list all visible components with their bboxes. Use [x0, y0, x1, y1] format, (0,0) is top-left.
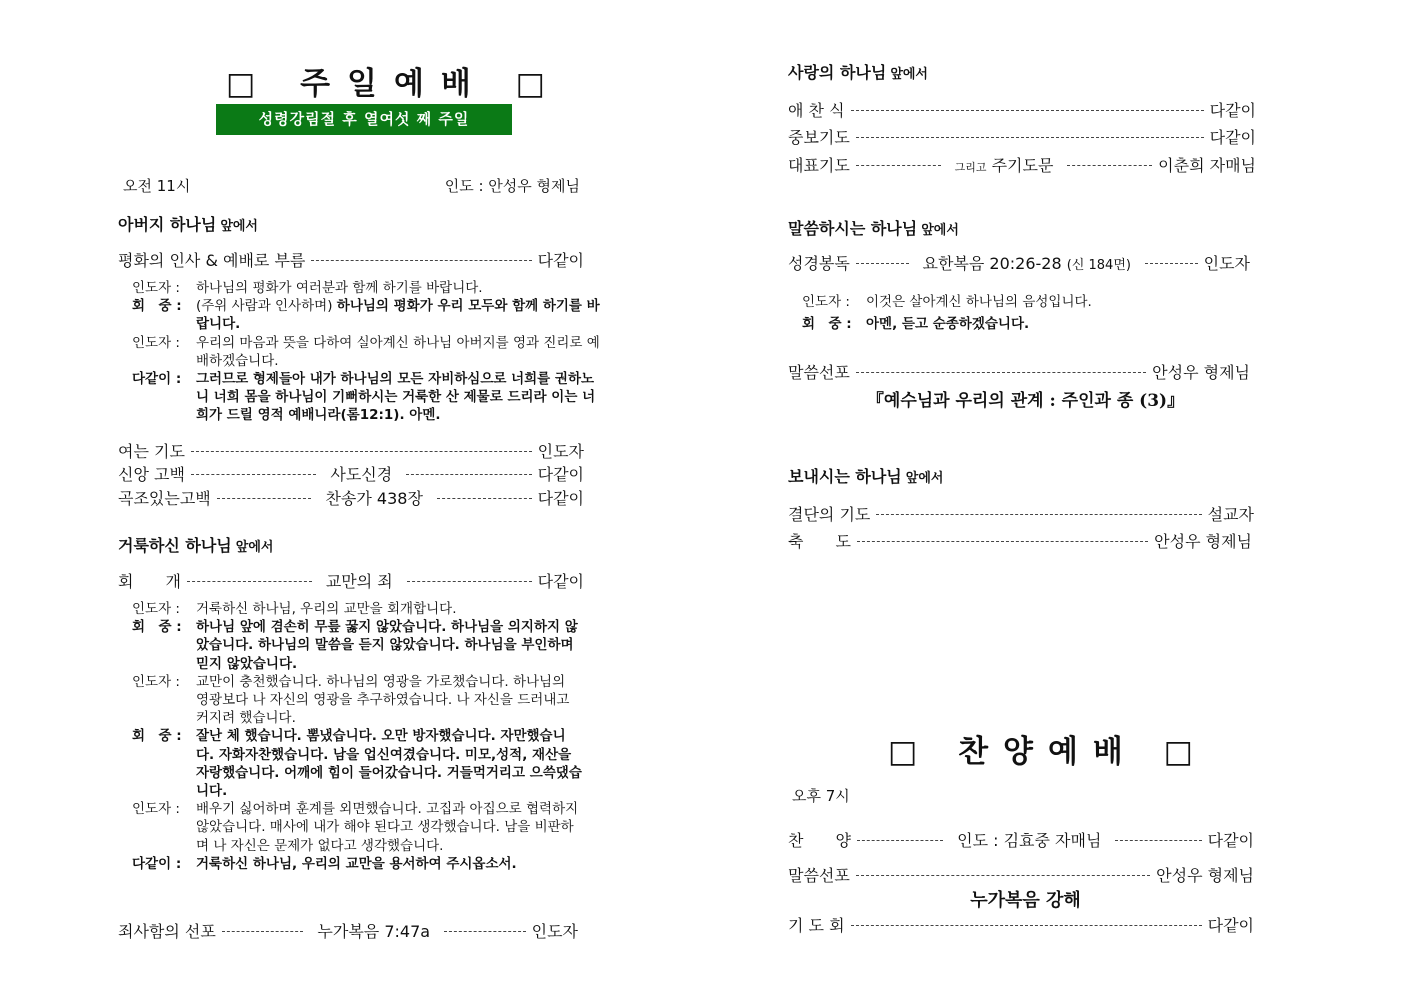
leader-dashes	[1145, 263, 1198, 264]
section-title: 아버지 하나님	[118, 215, 217, 234]
leader-dashes	[222, 931, 304, 932]
speaker: 인도자 :	[132, 801, 180, 818]
sermon-title: 『예수님과 우리의 관계 : 주인과 종 (3)』	[866, 391, 1185, 411]
order-who: 다같이	[537, 571, 584, 591]
leader-dashes	[311, 260, 531, 261]
reading-text: 거룩하신 하나님, 우리의 교만을 회개합니다.	[196, 601, 457, 617]
leader-dashes	[857, 541, 1148, 542]
leader-dashes	[1067, 165, 1152, 166]
reading-row	[132, 618, 582, 673]
order-absolution	[118, 919, 578, 941]
leader-dashes	[191, 474, 316, 475]
order-intercession	[788, 125, 1256, 147]
speaker: 다같이 :	[132, 855, 182, 872]
order-detail: 요한복음 20:26-28	[922, 253, 1062, 273]
speaker: 회 중 :	[132, 728, 182, 745]
leader-dashes	[1115, 840, 1201, 841]
leader-dashes	[856, 137, 1204, 138]
order-detail-small: 그리고	[954, 160, 987, 174]
order-prayer-meeting	[788, 913, 1254, 935]
order-who: 다같이	[537, 250, 584, 270]
reading-row	[802, 315, 1202, 333]
speaker: 인도자 :	[802, 294, 850, 310]
reading-row	[132, 279, 602, 297]
order-detail: 누가복음 7:47a	[317, 921, 431, 941]
leader-dashes	[856, 165, 941, 166]
section-title: 거룩하신 하나님	[118, 536, 232, 555]
section-suffix: 앞에서	[890, 67, 928, 82]
order-scripture-reading	[788, 251, 1250, 273]
order-who: 인도자	[537, 441, 584, 461]
reading-row	[132, 855, 582, 873]
speaker: 회 중 :	[132, 298, 182, 315]
leader-dashes	[444, 931, 526, 932]
leader-dashes	[406, 474, 531, 475]
order-label: 기 도 회	[788, 915, 845, 935]
service-leader: 인도 : 안성우 형제님	[444, 177, 580, 195]
section-suffix: 앞에서	[235, 540, 274, 555]
section-heading-sending	[788, 464, 943, 487]
order-praise	[788, 828, 1254, 850]
order-representative-prayer	[788, 153, 1256, 175]
order-fellowship	[788, 98, 1256, 120]
order-who: 안성우 형제님	[1152, 362, 1250, 382]
leader-dashes	[856, 372, 1146, 373]
order-repentance	[118, 569, 584, 591]
reading-text: 교만이 충천했습니다. 하나님의 영광을 가로챘습니다. 하나님의 영광보다 나 자신의 영광을 추구하였습니다. 나 자신을 드러내고 커지려 했습니다.	[196, 673, 570, 727]
reading-text: 하나님의 평화가 여러분과 함께 하기를 바랍니다.	[196, 280, 483, 296]
section-suffix: 앞에서	[905, 471, 944, 486]
order-detail: 주기도문	[991, 155, 1054, 175]
reading-text: 거룩하신 하나님, 우리의 교만을 용서하여 주시옵소서.	[196, 855, 517, 872]
order-label: 결단의 기도	[788, 504, 871, 524]
reading-row	[132, 334, 602, 370]
speaker: 회 중 :	[132, 619, 182, 636]
order-detail: 찬송가 438장	[325, 488, 423, 508]
order-label: 성경봉독	[788, 253, 850, 273]
order-label: 곡조있는고백	[118, 488, 211, 508]
right-column	[788, 0, 1263, 992]
order-who: 인도자	[531, 921, 579, 941]
leader-dashes	[407, 581, 532, 582]
speaker: 인도자 :	[132, 601, 180, 617]
order-label: 평화의 인사 & 예배로 부름	[118, 250, 306, 270]
praise-service-title: □ 찬양예배 □	[888, 734, 1208, 770]
responsive-reading-2	[132, 600, 582, 873]
reading-text: 배우기 싫어하며 훈계를 외면했습니다. 고집과 아집으로 협력하지 않았습니다. 매사에 내가 해야 된다고 생각했습니다. 남을 비판하며 나 자신은 문제가 없다고 생각했습니다.	[196, 801, 579, 854]
reading-text: 잘난 체 했습니다. 뽐냈습니다. 오만 방자했습니다. 자만했습니다. 자화자찬했습니다. 남을 업신여겼습니다. 미모,성적, 재산을 자랑했습니다. 어깨에 힘이 들어갔습니다. 거들먹거리고 으쓱댔습니다.	[196, 728, 582, 800]
order-who: 이춘희 자매님	[1158, 155, 1256, 175]
order-label: 회 개	[118, 571, 181, 591]
order-label: 축 도	[788, 531, 851, 551]
order-who: 다같이	[1209, 127, 1256, 147]
reading-row	[132, 370, 602, 425]
leader-dashes	[851, 925, 1202, 926]
order-who: 다같이	[537, 464, 584, 484]
order-who: 인도자	[1203, 253, 1251, 273]
section-suffix: 앞에서	[220, 219, 258, 234]
page-title: □ 주일예배 □	[226, 66, 562, 102]
section-heading-speaking	[788, 216, 959, 239]
responsive-reading-3	[802, 293, 1202, 333]
service-time: 오전 11시	[123, 177, 191, 195]
order-label: 말씀선포	[788, 865, 850, 885]
order-label: 죄사함의 선포	[118, 921, 216, 941]
reading-text: 이것은 살아계신 하나님의 음성입니다.	[866, 294, 1092, 310]
order-who: 다같이	[537, 488, 585, 508]
order-benediction	[788, 529, 1252, 551]
order-label: 애 찬 식	[788, 100, 845, 120]
speaker: 인도자 :	[132, 280, 180, 296]
speaker: 인도자 :	[132, 673, 180, 690]
leader-dashes	[187, 581, 312, 582]
subtitle-banner: 성령강림절 후 열여섯 째 주일	[216, 104, 512, 135]
leader-dashes	[217, 498, 312, 499]
section-suffix: 앞에서	[921, 223, 959, 238]
section-heading-love	[788, 60, 928, 83]
leader-dashes	[191, 451, 532, 452]
section-title: 사랑의 하나님	[788, 63, 887, 82]
reading-text: 하나님 앞에 겸손히 무릎 꿇지 않았습니다. 하나님을 의지하지 않았습니다. 하나님의 말씀을 듣지 않았습니다. 하나님을 부인하며 믿지 않았습니다.	[196, 619, 578, 672]
order-label: 말씀선포	[788, 362, 850, 382]
order-who: 안성우 형제님	[1154, 531, 1252, 551]
order-label: 찬 양	[788, 830, 851, 850]
order-opening-prayer	[118, 439, 584, 461]
order-who: 안성우 형제님	[1156, 865, 1254, 885]
order-who: 설교자	[1207, 504, 1254, 524]
section-title: 보내시는 하나님	[788, 467, 902, 486]
reading-text: 우리의 마음과 뜻을 다하여 실아계신 하나님 아버지를 영과 진리로 예배하겠습니다.	[196, 334, 600, 369]
order-creed	[118, 462, 584, 484]
reading-row	[132, 727, 582, 800]
speaker: 인도자 :	[132, 334, 180, 351]
order-who: 다같이	[1209, 100, 1256, 120]
reading-row	[132, 800, 582, 855]
leader-dashes	[876, 514, 1201, 515]
reading-row	[132, 297, 602, 333]
order-who: 다같이	[1207, 915, 1254, 935]
order-label: 여는 기도	[118, 441, 185, 461]
section-title: 말씀하시는 하나님	[788, 219, 918, 238]
reading-text: 그러므로 형제들아 내가 하나님의 모든 자비하심으로 너희를 권하노니 너희 몸을 하나님이 기뻐하시는 거룩한 산 제물로 드리라 이는 너희가 드릴 영적 예배니라(롬12:1). 아멘.	[196, 371, 596, 424]
order-hymn	[118, 486, 584, 508]
responsive-reading-1	[132, 279, 602, 425]
praise-service-time: 오후 7시	[792, 787, 850, 805]
order-label: 신앙 고백	[118, 464, 185, 484]
speaker: 회 중 :	[802, 316, 852, 333]
leader-dashes	[437, 498, 532, 499]
order-praise-sermon	[788, 863, 1254, 885]
order-detail: 사도신경	[330, 464, 393, 484]
section-heading-father	[118, 212, 258, 235]
reading-row	[802, 293, 1202, 311]
order-greeting	[118, 248, 584, 270]
reading-row	[132, 673, 582, 728]
reading-text: 아멘, 듣고 순종하겠습니다.	[866, 316, 1030, 333]
order-decision-prayer	[788, 502, 1254, 524]
order-label: 대표기도	[788, 155, 850, 175]
left-column	[118, 0, 598, 992]
order-who: 다같이	[1207, 830, 1254, 850]
order-detail-small: (신 184면)	[1066, 257, 1131, 273]
section-heading-holy	[118, 533, 273, 556]
speaker: 다같이 :	[132, 371, 182, 388]
order-detail: 인도 : 김효중 자매님	[957, 830, 1102, 850]
leader-dashes	[856, 875, 1150, 876]
reading-text: 하나님의 평화가 우리 모두와 함께 하기를 바랍니다.	[196, 298, 600, 333]
order-detail: 교만의 죄	[325, 571, 393, 591]
leader-dashes	[857, 840, 943, 841]
reading-row	[132, 600, 582, 618]
order-label: 중보기도	[788, 127, 850, 147]
reading-prefix: (주위 사람과 인사하며)	[196, 298, 337, 315]
leader-dashes	[856, 263, 909, 264]
order-sermon	[788, 360, 1250, 382]
leader-dashes	[851, 110, 1204, 111]
sermon-subject: 누가복음 강해	[970, 890, 1081, 911]
